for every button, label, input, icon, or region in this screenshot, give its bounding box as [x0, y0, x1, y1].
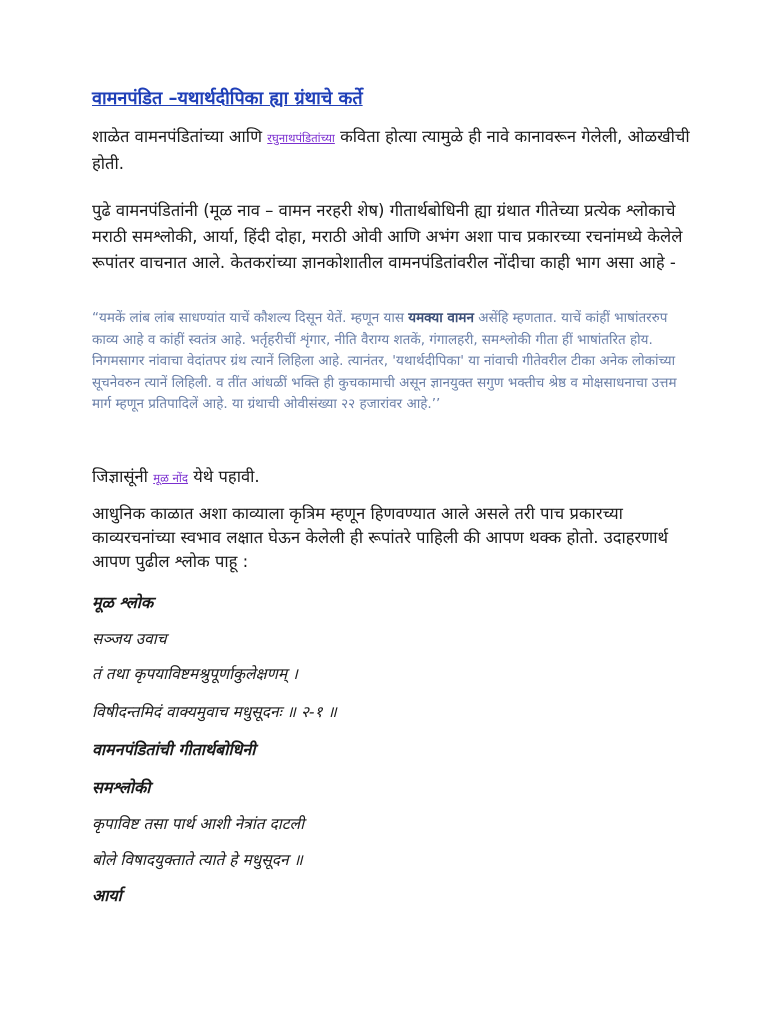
quote-bold-name: यमक्या वामन: [408, 310, 474, 326]
page-title[interactable]: वामनपंडित –यथार्थदीपिका ह्या ग्रंथाचे कर्ते: [92, 88, 363, 109]
gitarthabodhini-heading: वामनपंडितांची गीतार्थबोधिनी: [92, 740, 256, 759]
verse-line: तं तथा कृपयाविष्टमश्रुपूर्णाकुलेक्षणम् ।: [92, 665, 298, 683]
intro-paragraph: [92, 124, 692, 177]
original-entry-link[interactable]: मूळ नोंद: [153, 471, 188, 485]
reference-paragraph: [92, 464, 692, 491]
quote-text-end: असेंहि म्हणतात. याचें कांहीं भाषांतररुप काव्य आहे व कांहीं स्वतंत्र आहे. भर्तृहरीचीं शृंगार, नीति वैराग्य शतकें, गंगालहरी, समश्लोकी गीता हीं भाषांतरित होय. निगमसागर नांवाचा वेदांतपर ग्रंथ त्यानें लिहिला आहे. त्यानंतर, 'यथार्थदीपिका' या नांवाची गीतेवरील टीका अनेक लोकांच्या सूचनेवरुन त्यानें लिहिली. व तींत आंधळीं भक्ति ही कुचकामाची असून ज्ञानयुक्त सगुण भक्तीच श्रेष्ठ व मोक्षसाधनाचा उत्तम मार्ग म्हणून प्रतिपादिलें आहे. या ग्रंथाची ओवीसंख्या २२ हजारांवर आहे.’’: [92, 310, 677, 412]
example-paragraph: आधुनिक काळात अशा काव्याला कृत्रिम म्हणून हिणवण्यात आले असले तरी पाच प्रकारच्या काव्यरचनांच्या स्वभाव लक्षात घेऊन केलेली ही रूपांतरे पाहिली की आपण थक्क होतो. उदाहरणार्थ आपण पुढील श्लोक पाहू :: [92, 504, 669, 571]
reference-text-end: येथे पहावी.: [187, 467, 260, 486]
verse-heading: मूळ श्लोक: [92, 593, 154, 612]
gitartha-paragraph: पुढे वामनपंडितांनी (मूळ नाव – वामन नरहरी शेष) गीतार्थबोधिनी ह्या ग्रंथात गीतेच्या प्रत्येक श्लोकाचे मराठी समश्लोकी, आर्या, हिंदी दोहा, मराठी ओवी आणि अभंग अशा पाच प्रकारच्या रचनांमध्ये केलेले रूपांतर वाचनात आले. केतकरांच्या ज्ञानकोशातील वामनपंडितांवरील नोंदीचा काही भाग असा आहे -: [92, 201, 683, 272]
reference-text-start: जिज्ञासूंनी: [92, 467, 154, 486]
samashloki-line: बोले विषादयुक्ताते त्याते हे मधुसूदन ॥: [92, 851, 303, 869]
raghunath-pandit-link[interactable]: रघुनाथपंडितांच्या: [267, 131, 335, 145]
arya-heading: आर्या: [92, 886, 122, 905]
samashloki-heading: समश्लोकी: [92, 778, 151, 797]
intro-text-start: शाळेत वामनपंडितांच्या आणि: [92, 127, 268, 146]
verse-line: सञ्जय उवाच: [92, 630, 167, 648]
verse-line: विषीदन्तमिदं वाक्यमुवाच मधुसूदनः ॥ २-१ ॥: [92, 703, 337, 721]
intro-text-end: कविता होत्या त्यामुळे ही नावे कानावरून गेलेली, ओळखीची होती.: [92, 127, 690, 173]
quote-text-start: “यमकें लांब लांब साधण्यांत याचें कौशल्य दिसून येतें. म्हणून यास: [92, 310, 409, 326]
samashloki-line: कृपाविष्ट तसा पार्थ आशी नेत्रांत दाटली: [92, 815, 305, 833]
encyclopedia-quote: [92, 308, 688, 416]
